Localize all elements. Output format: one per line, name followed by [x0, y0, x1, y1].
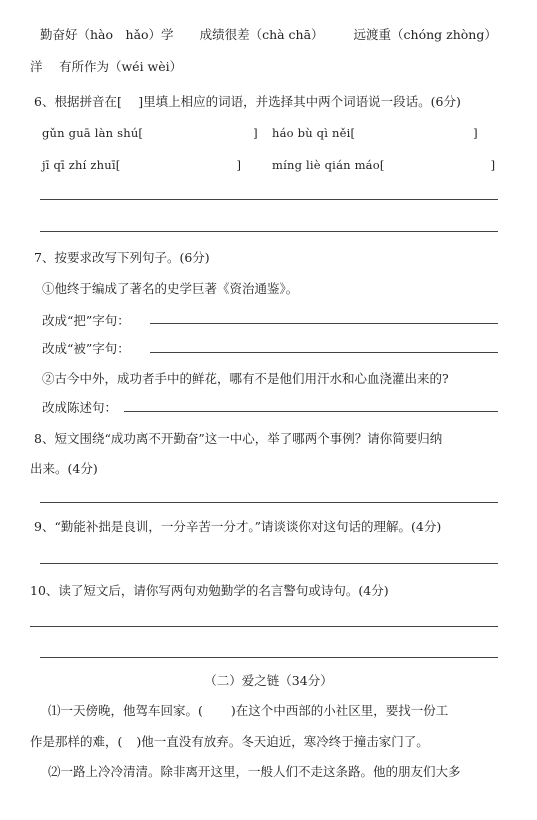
question-7-sentence-1: ①他终于编成了著名的史学巨著《资治通鉴》。 [42, 281, 299, 296]
rewrite-bei-label: 改成“被”字句： [42, 341, 130, 356]
rewrite-statement-label: 改成陈述句： [42, 400, 118, 415]
answer-line[interactable] [40, 199, 498, 200]
paragraph-2-line-1: ⑵一路上冷冷清清。除非离开这里，一般人们不走这条路。他的朋友们大多 [48, 764, 461, 779]
pinyin-blank-2 [272, 124, 478, 142]
answer-line[interactable] [150, 352, 498, 353]
bracket-open: [ [115, 158, 121, 172]
question-8-line-1: 8、短文围绕“成功离不开勤奋”这一中心，举了哪两个事例？请你简要归纳 [34, 431, 443, 446]
bracket-open: [ [138, 126, 144, 140]
question-8-line-2: 出来。(4分) [30, 461, 98, 476]
question-9-prompt: 9、“勤能补拙是良训，一分辛苦一分才。”请谈谈你对这句话的理解。(4分) [34, 519, 442, 534]
bracket-close: ] [253, 126, 258, 140]
answer-line[interactable] [150, 323, 498, 324]
pinyin-blank-3 [42, 156, 241, 174]
pinyin-text: gǔn guā làn shú [42, 126, 139, 140]
pinyin-choice-item: 远渡重（chóng zhòng） [353, 27, 497, 42]
rewrite-ba-label: 改成“把”字句： [42, 313, 130, 328]
pinyin-blank-1 [42, 124, 258, 142]
question-7-sentence-2: ②古今中外，成功者手中的鲜花，哪有不是他们用汗水和心血浇灌出来的? [42, 371, 449, 386]
bracket-close: ] [490, 158, 496, 172]
answer-line[interactable] [124, 411, 498, 412]
bracket-close: ] [236, 158, 242, 172]
pinyin-choice-item: 勤奋好（hào hǎo）学 [40, 27, 174, 42]
answer-line[interactable] [30, 626, 498, 627]
pinyin-blank-4 [272, 156, 495, 174]
answer-line[interactable] [40, 231, 498, 232]
pinyin-choice-row-1 [40, 26, 497, 44]
section-title: （二）爱之链（34分） [204, 673, 333, 688]
bracket-open: [ [379, 158, 385, 172]
answer-line[interactable] [40, 563, 498, 564]
paragraph-1-line-1: ⑴一天傍晚，他驾车回家。( )在这个中西部的小社区里，要找一份工 [48, 703, 449, 718]
answer-line[interactable] [40, 502, 498, 503]
pinyin-choice-row-2: 洋 有所作为（wéi wèi） [30, 59, 183, 74]
bracket-open: [ [350, 126, 356, 140]
question-6-prompt: 6、根据拼音在[ ]里填上相应的词语，并选择其中两个词语说一段话。(6分) [34, 94, 461, 109]
pinyin-text: jī qī zhí zhuī [42, 158, 116, 172]
question-10-prompt: 10、读了短文后，请你写两句劝勉勤学的名言警句或诗句。(4分) [30, 583, 389, 598]
pinyin-text: háo bù qì něi [272, 126, 351, 140]
pinyin-choice-item: 成绩很差（chà chā） [199, 27, 324, 42]
bracket-close: ] [473, 126, 478, 140]
question-7-prompt: 7、按要求改写下列句子。(6分) [34, 250, 210, 265]
answer-line[interactable] [40, 657, 498, 658]
paragraph-1-line-2: 作是那样的难，( )他一直没有放弃。冬天迫近，寒冷终于撞击家门了。 [30, 734, 429, 749]
pinyin-text: míng liè qián máo [272, 158, 380, 172]
